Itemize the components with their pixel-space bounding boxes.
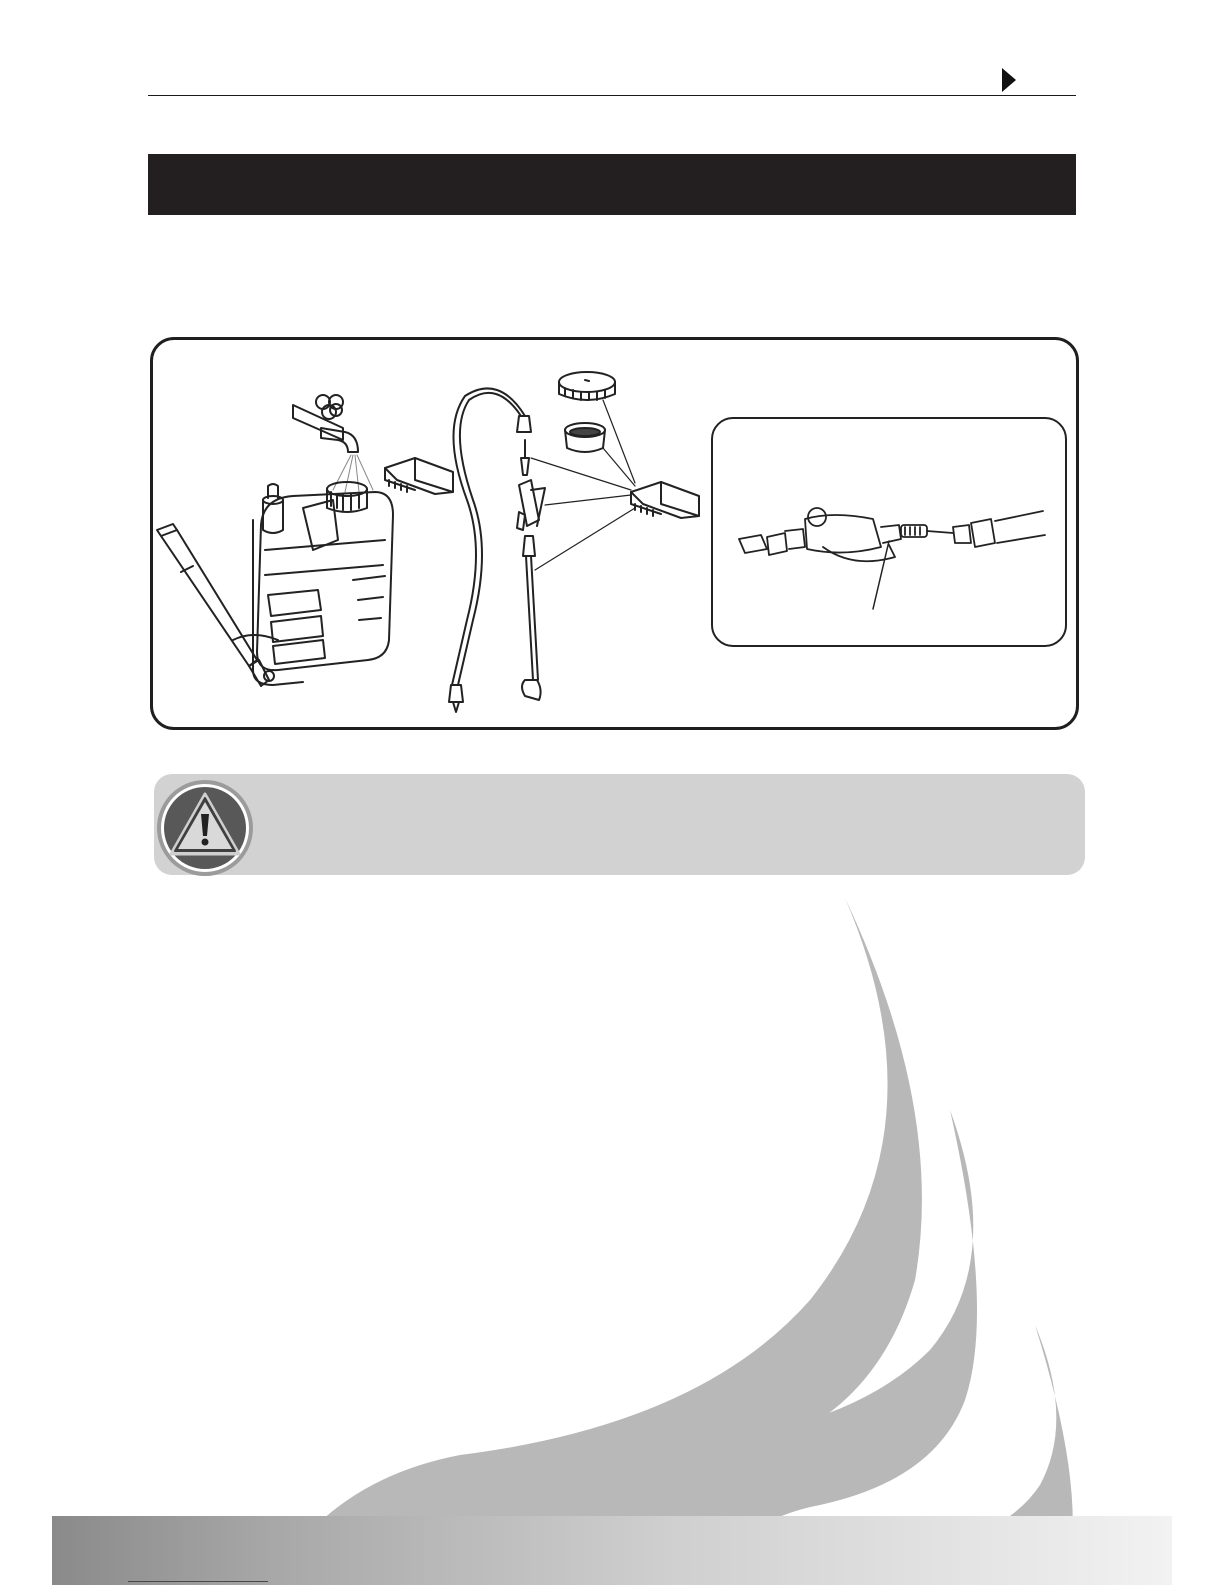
trigger-valve-filter-detail bbox=[713, 419, 1069, 649]
brush-icon bbox=[385, 458, 453, 494]
section-title-bar bbox=[148, 154, 1076, 215]
filter-detail-inset bbox=[711, 417, 1067, 647]
spray-hose bbox=[449, 388, 531, 712]
brush-icon bbox=[631, 482, 699, 518]
leader-lines bbox=[531, 400, 635, 570]
lid-and-filter-cup bbox=[559, 372, 615, 452]
warning-box bbox=[154, 774, 1085, 875]
trigger-and-lance bbox=[517, 440, 545, 700]
warning-triangle-icon bbox=[155, 778, 255, 883]
faucet-icon bbox=[293, 395, 358, 452]
decorative-flame-graphic bbox=[0, 880, 1225, 1590]
header-rule bbox=[148, 95, 1076, 96]
footer-link-underline[interactable] bbox=[128, 1581, 268, 1582]
play-triangle-icon bbox=[1002, 68, 1016, 92]
footer-band bbox=[52, 1516, 1172, 1585]
backpack-sprayer-tank bbox=[253, 482, 393, 685]
